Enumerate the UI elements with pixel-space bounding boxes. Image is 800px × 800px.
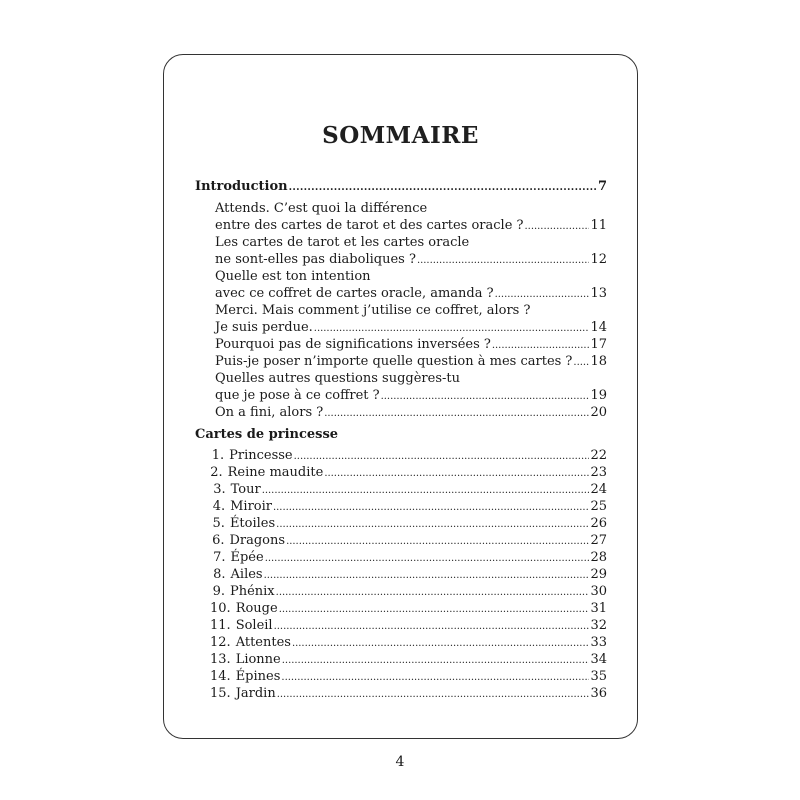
dot-leader <box>289 179 597 196</box>
toc-page-number: 33 <box>590 635 607 650</box>
toc-entry-number: 1. <box>211 448 225 463</box>
dot-leader <box>492 337 590 354</box>
toc-entry-number: 13. <box>210 652 231 667</box>
toc-entry-label: que je pose à ce coffret ? <box>215 388 380 403</box>
toc-entry[interactable] <box>210 566 607 583</box>
toc-entry[interactable] <box>215 319 607 336</box>
toc-section-introduction[interactable] <box>195 178 607 195</box>
toc-page-number: 30 <box>590 584 607 599</box>
toc-page-number: 7 <box>597 179 607 194</box>
toc-entry[interactable] <box>215 285 607 302</box>
toc-page-number: 24 <box>590 482 607 497</box>
toc-entry[interactable] <box>210 498 607 515</box>
toc-entry-label: Épines <box>235 669 281 684</box>
dot-leader <box>324 405 589 422</box>
dot-leader <box>286 533 589 550</box>
page-title: SOMMAIRE <box>322 122 479 149</box>
toc-entry-number: 15. <box>210 686 231 701</box>
toc-page-number: 35 <box>590 669 607 684</box>
toc-entry-label: Princesse <box>229 448 293 463</box>
toc-entry-number: 7. <box>213 550 226 565</box>
toc-entry-line: Les cartes de tarot et les cartes oracle <box>215 235 470 250</box>
toc-entry-label: Phénix <box>229 584 275 599</box>
toc-entry-label: On a fini, alors ? <box>215 405 324 420</box>
toc-entry-number: 5. <box>212 516 225 531</box>
toc-page-number: 22 <box>590 448 607 463</box>
toc-entry[interactable] <box>210 668 607 685</box>
toc-entry[interactable] <box>210 634 607 651</box>
toc-entry-label: Attentes <box>235 635 291 650</box>
dot-leader <box>277 686 590 703</box>
toc-entry[interactable] <box>215 251 607 268</box>
toc-entry-label: avec ce coffret de cartes oracle, amanda ? <box>215 286 494 301</box>
dot-leader <box>276 516 589 533</box>
dot-leader <box>525 218 590 235</box>
dot-leader <box>417 252 590 269</box>
toc-section-label: Introduction <box>195 179 288 194</box>
toc-entry-label: Épée <box>230 550 264 565</box>
dot-leader <box>324 465 589 482</box>
toc-page-number: 25 <box>590 499 607 514</box>
toc-entry[interactable] <box>210 600 607 617</box>
toc-entry-line: Merci. Mais comment j’utilise ce coffret, alors ? <box>215 303 531 318</box>
toc-entry-number: 11. <box>210 618 231 633</box>
toc-entry[interactable] <box>210 532 607 549</box>
dot-leader <box>292 635 590 652</box>
toc-page-number: 13 <box>590 286 607 301</box>
dot-leader <box>265 550 590 567</box>
toc-entry-number: 6. <box>212 533 225 548</box>
toc-entry-number: 14. <box>210 669 231 684</box>
toc-entry-label: entre des cartes de tarot et des cartes oracle ? <box>215 218 524 233</box>
toc-entry-number: 3. <box>213 482 226 497</box>
toc-page-number: 31 <box>590 601 607 616</box>
toc-entry-number: 4. <box>212 499 226 514</box>
toc-page-number: 26 <box>590 516 607 531</box>
toc-entry[interactable] <box>215 387 607 404</box>
toc-page-number: 34 <box>590 652 607 667</box>
toc-page-number: 11 <box>590 218 607 233</box>
dot-leader <box>282 652 590 669</box>
toc-entry-label: Reine maudite <box>227 465 324 480</box>
toc-entry[interactable] <box>210 583 607 600</box>
toc-page-number: 27 <box>590 533 607 548</box>
toc-entry-label: ne sont-elles pas diaboliques ? <box>215 252 416 267</box>
toc-entry-label: Rouge <box>235 601 278 616</box>
page-number: 4 <box>395 754 405 770</box>
toc-page-number: 19 <box>590 388 607 403</box>
toc-entry[interactable] <box>210 447 607 464</box>
dot-leader <box>573 354 589 371</box>
toc-entry-label: Je suis perdue. <box>215 320 313 335</box>
toc-entry-number: 9. <box>212 584 225 599</box>
toc-page-number: 23 <box>590 465 607 480</box>
dot-leader <box>281 669 589 686</box>
toc-entry[interactable] <box>210 481 607 498</box>
toc-entry-label: Dragons <box>229 533 286 548</box>
dot-leader <box>262 482 590 499</box>
dot-leader <box>495 286 590 303</box>
toc-entry-label: Ailes <box>230 567 263 582</box>
toc-page-number: 29 <box>590 567 607 582</box>
toc-section-cartes-de-princesse[interactable]: Cartes de princesse <box>195 427 339 442</box>
toc-page-number: 18 <box>590 354 607 369</box>
dot-leader <box>264 567 590 584</box>
toc-entry-number: 8. <box>213 567 226 582</box>
toc-entry[interactable] <box>210 464 607 481</box>
dot-leader <box>314 320 590 337</box>
dot-leader <box>294 448 590 465</box>
toc-entry[interactable] <box>210 651 607 668</box>
toc-page-number: 36 <box>590 686 607 701</box>
toc-entry-label: Soleil <box>235 618 273 633</box>
toc-entry-line: Attends. C’est quoi la différence <box>215 201 428 216</box>
dot-leader <box>279 601 590 618</box>
toc-entry[interactable] <box>210 617 607 634</box>
dot-leader <box>276 584 590 601</box>
toc-entry[interactable] <box>215 336 607 353</box>
toc-entry[interactable] <box>215 404 607 421</box>
toc-entry-number: 12. <box>210 635 231 650</box>
toc-entry-label: Lionne <box>235 652 281 667</box>
toc-entry[interactable] <box>210 515 607 532</box>
toc-entry-number: 10. <box>210 601 231 616</box>
dot-leader <box>381 388 590 405</box>
toc-entry-label: Tour <box>230 482 261 497</box>
toc-entry[interactable] <box>215 353 607 370</box>
dot-leader <box>274 618 590 635</box>
toc-entry[interactable] <box>215 217 607 234</box>
toc-entry-line: Quelles autres questions suggères-tu <box>215 371 460 386</box>
toc-entry-line: Quelle est ton intention <box>215 269 371 284</box>
toc-page-number: 32 <box>590 618 607 633</box>
toc-page-number: 28 <box>590 550 607 565</box>
toc-page-number: 12 <box>590 252 607 267</box>
toc-page-number: 17 <box>590 337 607 352</box>
toc-entry-label: Pourquoi pas de significations inversées ? <box>215 337 491 352</box>
toc-entry-number: 2. <box>210 465 223 480</box>
toc-page-number: 20 <box>590 405 607 420</box>
toc-entry[interactable] <box>210 685 607 702</box>
toc-entry-label: Puis-je poser n’importe quelle question à mes cartes ? <box>215 354 573 369</box>
toc-entry-label: Miroir <box>230 499 272 514</box>
toc-entry-label: Jardin <box>235 686 276 701</box>
toc-entry-label: Étoiles <box>229 516 276 531</box>
toc-page-number: 14 <box>590 320 607 335</box>
toc-entry[interactable] <box>210 549 607 566</box>
dot-leader <box>273 499 589 516</box>
